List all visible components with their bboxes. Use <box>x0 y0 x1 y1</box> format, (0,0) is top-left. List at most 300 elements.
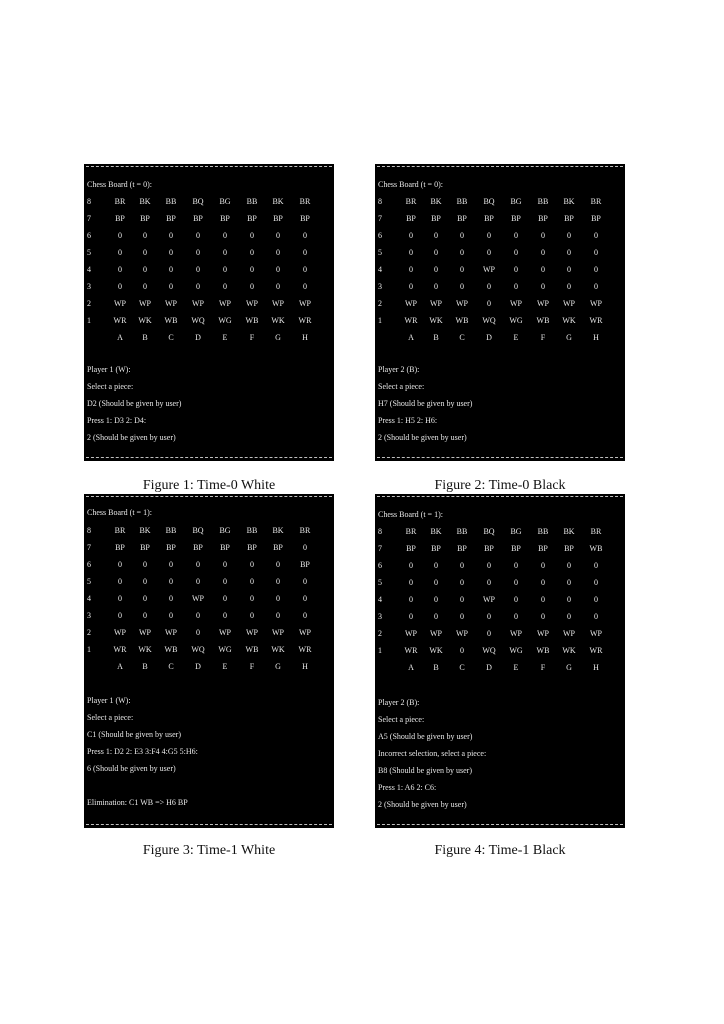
board-row <box>375 561 625 571</box>
board-cell: WP <box>219 628 231 637</box>
board-cell: BK <box>430 197 442 206</box>
board-cell: 0 <box>541 578 545 587</box>
board-cell: BK <box>272 197 284 206</box>
board-cell: 0 <box>118 611 122 620</box>
board-cell: BB <box>165 197 177 206</box>
board-cell: 0 <box>118 577 122 586</box>
board-cell: 0 <box>250 594 254 603</box>
board-title: Chess Board (t = 0): <box>87 180 152 189</box>
board-cell: 0 <box>487 282 491 291</box>
file-label: B <box>433 663 439 672</box>
board-row <box>375 197 625 207</box>
board-cell: 0 <box>250 611 254 620</box>
board-cell: WP <box>192 594 204 603</box>
top-dashed-separator <box>377 496 623 497</box>
board-cell: BR <box>590 527 602 536</box>
board-cell: 0 <box>409 248 413 257</box>
board-cell: WK <box>138 645 152 654</box>
board-cell: BP <box>140 543 150 552</box>
top-dashed-separator <box>86 166 332 167</box>
board-cell: 0 <box>118 560 122 569</box>
board-row <box>375 316 625 326</box>
board-cell: BR <box>299 197 311 206</box>
board-cell: 0 <box>487 578 491 587</box>
board-title: Chess Board (t = 0): <box>378 180 443 189</box>
board-cell: 0 <box>143 282 147 291</box>
board-cell: 0 <box>276 577 280 586</box>
board-cell: 0 <box>223 265 227 274</box>
board-cell: 0 <box>594 595 598 604</box>
prompt-line: Select a piece: <box>87 713 134 722</box>
figure-1-terminal <box>84 164 334 461</box>
file-label: D <box>195 333 201 342</box>
board-cell: WQ <box>191 645 205 654</box>
board-cell: WP <box>139 628 151 637</box>
figure-caption: Figure 4: Time-1 Black <box>434 843 566 858</box>
board-cell: BQ <box>483 527 495 536</box>
file-label: E <box>222 662 228 671</box>
board-cell: 0 <box>514 595 518 604</box>
file-label: C <box>459 663 465 672</box>
rank-label: 6 <box>378 561 382 570</box>
board-cell: WB <box>164 645 178 654</box>
board-cell: WB <box>164 316 178 325</box>
board-cell: 0 <box>118 248 122 257</box>
figure-caption: Figure 3: Time-1 White <box>142 843 276 858</box>
file-labels-row <box>375 663 625 673</box>
rank-label: 7 <box>87 543 91 552</box>
board-cell: BP <box>591 214 601 223</box>
prompt-line: D2 (Should be given by user) <box>87 399 182 408</box>
board-cell: 0 <box>223 231 227 240</box>
board-cell: 0 <box>460 282 464 291</box>
board-cell: WP <box>510 629 522 638</box>
board-cell: WP <box>165 299 177 308</box>
prompt-line: Incorrect selection, select a piece: <box>378 749 487 758</box>
file-label: B <box>142 662 148 671</box>
board-cell: WR <box>298 645 312 654</box>
board-cell: BP <box>140 214 150 223</box>
board-cell: WB <box>536 316 550 325</box>
board-cell: 0 <box>169 282 173 291</box>
board-cell: BP <box>484 544 494 553</box>
rank-label: 3 <box>87 282 91 291</box>
board-cell: 0 <box>169 231 173 240</box>
rank-label: 8 <box>87 526 91 535</box>
file-label: E <box>513 333 519 342</box>
board-cell: 0 <box>409 265 413 274</box>
board-cell: 0 <box>541 282 545 291</box>
board-cell: WP <box>456 299 468 308</box>
board-row <box>375 595 625 605</box>
board-cell: WK <box>429 646 443 655</box>
board-cell: 0 <box>594 612 598 621</box>
board-cell: 0 <box>169 611 173 620</box>
board-cell: WG <box>509 646 523 655</box>
rank-label: 5 <box>87 577 91 586</box>
board-row <box>84 265 334 275</box>
rank-label: 4 <box>87 265 91 274</box>
file-label: C <box>459 333 465 342</box>
file-label: G <box>566 333 572 342</box>
board-cell: WQ <box>191 316 205 325</box>
prompt-line: 2 (Should be given by user) <box>378 800 467 809</box>
board-cell: 0 <box>118 594 122 603</box>
bottom-dashed-separator <box>377 457 623 458</box>
file-label: H <box>593 663 599 672</box>
board-row <box>84 197 334 207</box>
board-cell: BK <box>430 527 442 536</box>
board-cell: 0 <box>276 594 280 603</box>
prompt-line: 2 (Should be given by user) <box>378 433 467 442</box>
board-cell: WP <box>192 299 204 308</box>
board-row <box>375 629 625 639</box>
board-cell: 0 <box>143 265 147 274</box>
board-cell: 0 <box>143 231 147 240</box>
rank-label: 6 <box>87 560 91 569</box>
board-cell: 0 <box>169 577 173 586</box>
board-cell: WR <box>298 316 312 325</box>
board-cell: 0 <box>118 265 122 274</box>
board-cell: 0 <box>434 561 438 570</box>
rank-label: 3 <box>378 612 382 621</box>
rank-label: 1 <box>378 646 382 655</box>
file-labels-row <box>84 662 334 672</box>
rank-label: 2 <box>87 628 91 637</box>
board-cell: BP <box>511 544 521 553</box>
prompt-line: B8 (Should be given by user) <box>378 766 472 775</box>
board-cell: BP <box>538 214 548 223</box>
board-cell: 0 <box>223 611 227 620</box>
board-row <box>375 231 625 241</box>
board-cell: 0 <box>143 594 147 603</box>
rank-label: 6 <box>378 231 382 240</box>
board-cell: WP <box>139 299 151 308</box>
figure-caption: Figure 1: Time-0 White <box>142 478 276 493</box>
prompt-line: Player 1 (W): <box>87 696 131 705</box>
board-cell: 0 <box>276 611 280 620</box>
board-cell: WP <box>299 299 311 308</box>
board-row <box>375 544 625 554</box>
board-row <box>84 560 334 570</box>
board-cell: 0 <box>303 248 307 257</box>
board-cell: 0 <box>514 231 518 240</box>
board-cell: BP <box>564 544 574 553</box>
board-row <box>375 527 625 537</box>
rank-label: 1 <box>87 316 91 325</box>
board-cell: 0 <box>434 231 438 240</box>
board-cell: BP <box>406 544 416 553</box>
board-cell: 0 <box>541 231 545 240</box>
board-cell: 0 <box>514 561 518 570</box>
board-cell: WK <box>138 316 152 325</box>
file-label: D <box>195 662 201 671</box>
board-cell: BP <box>273 543 283 552</box>
board-cell: WB <box>589 544 603 553</box>
prompt-line: Player 1 (W): <box>87 365 131 374</box>
board-cell: 0 <box>250 265 254 274</box>
board-cell: 0 <box>250 248 254 257</box>
board-cell: 0 <box>143 248 147 257</box>
board-cell: 0 <box>250 231 254 240</box>
board-cell: 0 <box>541 595 545 604</box>
board-row <box>84 611 334 621</box>
file-label: A <box>117 333 123 342</box>
board-cell: 0 <box>541 248 545 257</box>
board-cell: WG <box>218 645 232 654</box>
board-cell: 0 <box>276 265 280 274</box>
board-cell: WP <box>483 265 495 274</box>
file-label: G <box>275 662 281 671</box>
file-label: C <box>168 662 174 671</box>
board-cell: BP <box>166 214 176 223</box>
board-cell: WG <box>509 316 523 325</box>
board-cell: 0 <box>460 561 464 570</box>
board-cell: 0 <box>487 248 491 257</box>
prompt-line: Press 1: H5 2: H6: <box>378 416 438 425</box>
board-cell: 0 <box>303 594 307 603</box>
prompt-line: 6 (Should be given by user) <box>87 764 176 773</box>
file-label: B <box>142 333 148 342</box>
board-cell: 0 <box>409 231 413 240</box>
board-cell: BB <box>537 527 549 536</box>
rank-label: 4 <box>378 265 382 274</box>
prompt-line: Press 1: D2 2: E3 3:F4 4:G5 5:H6: <box>87 747 198 756</box>
board-cell: 0 <box>409 595 413 604</box>
board-cell: WK <box>429 316 443 325</box>
board-title: Chess Board (t = 1): <box>87 508 152 517</box>
board-cell: BR <box>299 526 311 535</box>
board-row <box>84 594 334 604</box>
board-cell: WR <box>589 646 603 655</box>
rank-label: 7 <box>378 214 382 223</box>
board-cell: BG <box>219 197 231 206</box>
board-cell: WP <box>299 628 311 637</box>
board-cell: 0 <box>250 577 254 586</box>
board-cell: 0 <box>169 248 173 257</box>
board-cell: WK <box>562 316 576 325</box>
rank-label: 8 <box>378 527 382 536</box>
board-cell: WK <box>271 316 285 325</box>
board-cell: 0 <box>514 265 518 274</box>
board-cell: WR <box>404 316 418 325</box>
board-cell: WK <box>562 646 576 655</box>
file-label: A <box>408 333 414 342</box>
board-cell: WR <box>404 646 418 655</box>
board-cell: WP <box>590 299 602 308</box>
board-row <box>84 282 334 292</box>
board-row <box>375 612 625 622</box>
board-cell: 0 <box>250 560 254 569</box>
board-cell: 0 <box>409 578 413 587</box>
board-cell: WP <box>430 299 442 308</box>
board-cell: WR <box>113 645 127 654</box>
board-cell: WP <box>405 629 417 638</box>
board-cell: BP <box>247 214 257 223</box>
figure-4-terminal <box>375 494 625 828</box>
board-cell: BB <box>246 526 258 535</box>
board-cell: 0 <box>223 594 227 603</box>
board-cell: 0 <box>567 612 571 621</box>
board-cell: WB <box>245 316 259 325</box>
board-cell: 0 <box>567 282 571 291</box>
board-cell: 0 <box>567 231 571 240</box>
board-cell: 0 <box>196 231 200 240</box>
board-cell: 0 <box>514 578 518 587</box>
board-cell: 0 <box>169 560 173 569</box>
prompt-line: C1 (Should be given by user) <box>87 730 181 739</box>
board-cell: WB <box>455 316 469 325</box>
board-cell: WG <box>218 316 232 325</box>
board-cell: 0 <box>567 248 571 257</box>
board-cell: 0 <box>460 595 464 604</box>
board-cell: 0 <box>223 248 227 257</box>
rank-label: 2 <box>87 299 91 308</box>
board-cell: WP <box>590 629 602 638</box>
board-cell: BR <box>114 526 126 535</box>
board-cell: WB <box>245 645 259 654</box>
board-cell: WP <box>563 299 575 308</box>
board-cell: 0 <box>434 595 438 604</box>
board-cell: 0 <box>223 282 227 291</box>
board-cell: BB <box>537 197 549 206</box>
top-dashed-separator <box>86 496 332 497</box>
prompt-line: Player 2 (B): <box>378 365 420 374</box>
figure-2-terminal <box>375 164 625 461</box>
board-cell: 0 <box>567 578 571 587</box>
board-cell: 0 <box>460 248 464 257</box>
board-cell: 0 <box>303 577 307 586</box>
board-cell: 0 <box>196 577 200 586</box>
board-row <box>84 543 334 553</box>
board-cell: 0 <box>196 248 200 257</box>
board-cell: BP <box>300 214 310 223</box>
rank-label: 1 <box>87 645 91 654</box>
board-cell: 0 <box>303 282 307 291</box>
board-cell: BR <box>405 527 417 536</box>
board-cell: 0 <box>460 231 464 240</box>
board-cell: WP <box>563 629 575 638</box>
board-cell: WP <box>246 628 258 637</box>
file-label: B <box>433 333 439 342</box>
rank-label: 5 <box>87 248 91 257</box>
board-cell: 0 <box>196 560 200 569</box>
board-cell: 0 <box>196 611 200 620</box>
board-cell: 0 <box>541 265 545 274</box>
board-cell: WR <box>113 316 127 325</box>
board-cell: 0 <box>276 248 280 257</box>
board-row <box>84 526 334 536</box>
board-cell: BP <box>484 214 494 223</box>
bottom-dashed-separator <box>86 824 332 825</box>
board-row <box>375 282 625 292</box>
board-cell: WQ <box>482 316 496 325</box>
board-cell: 0 <box>594 265 598 274</box>
board-cell: WP <box>430 629 442 638</box>
prompt-line: Press 1: A6 2: C6: <box>378 783 437 792</box>
board-cell: BK <box>563 527 575 536</box>
board-row <box>375 265 625 275</box>
board-row <box>84 248 334 258</box>
board-cell: BQ <box>192 526 204 535</box>
board-title: Chess Board (t = 1): <box>378 510 443 519</box>
board-cell: BP <box>220 214 230 223</box>
rank-label: 5 <box>378 578 382 587</box>
rank-label: 5 <box>378 248 382 257</box>
board-cell: 0 <box>303 611 307 620</box>
board-cell: WP <box>272 628 284 637</box>
board-cell: 0 <box>169 265 173 274</box>
board-cell: WP <box>114 299 126 308</box>
board-cell: 0 <box>434 265 438 274</box>
board-row <box>84 214 334 224</box>
board-cell: BG <box>510 527 522 536</box>
board-cell: 0 <box>303 265 307 274</box>
board-cell: WP <box>405 299 417 308</box>
prompt-line: Player 2 (B): <box>378 698 420 707</box>
board-cell: 0 <box>143 611 147 620</box>
board-cell: WB <box>536 646 550 655</box>
file-label: D <box>486 663 492 672</box>
board-cell: BQ <box>192 197 204 206</box>
board-cell: 0 <box>196 628 200 637</box>
board-cell: 0 <box>594 578 598 587</box>
figure-caption: Figure 2: Time-0 Black <box>434 478 566 493</box>
board-cell: 0 <box>169 594 173 603</box>
board-cell: BP <box>457 544 467 553</box>
board-cell: 0 <box>409 561 413 570</box>
board-cell: 0 <box>143 577 147 586</box>
board-cell: BP <box>115 543 125 552</box>
board-cell: WP <box>537 299 549 308</box>
board-cell: 0 <box>143 560 147 569</box>
board-cell: BP <box>247 543 257 552</box>
rank-label: 7 <box>378 544 382 553</box>
board-cell: BK <box>272 526 284 535</box>
prompt-line: Select a piece: <box>378 382 425 391</box>
board-cell: BP <box>457 214 467 223</box>
rank-label: 2 <box>378 629 382 638</box>
rank-label: 2 <box>378 299 382 308</box>
board-cell: 0 <box>514 248 518 257</box>
board-row <box>84 231 334 241</box>
board-cell: 0 <box>223 577 227 586</box>
file-label: A <box>117 662 123 671</box>
board-cell: BP <box>511 214 521 223</box>
board-cell: BB <box>456 527 468 536</box>
board-cell: BK <box>563 197 575 206</box>
board-cell: 0 <box>196 265 200 274</box>
board-cell: BR <box>114 197 126 206</box>
board-cell: BQ <box>483 197 495 206</box>
board-cell: 0 <box>303 543 307 552</box>
board-cell: 0 <box>409 282 413 291</box>
file-label: H <box>593 333 599 342</box>
prompt-line: Select a piece: <box>378 715 425 724</box>
file-label: H <box>302 333 308 342</box>
board-row <box>375 578 625 588</box>
board-cell: 0 <box>276 560 280 569</box>
prompt-line: A5 (Should be given by user) <box>378 732 473 741</box>
board-cell: 0 <box>487 612 491 621</box>
board-cell: 0 <box>409 612 413 621</box>
file-labels-row <box>84 333 334 343</box>
rank-label: 4 <box>87 594 91 603</box>
board-row <box>84 645 334 655</box>
file-label: G <box>566 663 572 672</box>
board-cell: 0 <box>487 561 491 570</box>
rank-label: 8 <box>378 197 382 206</box>
